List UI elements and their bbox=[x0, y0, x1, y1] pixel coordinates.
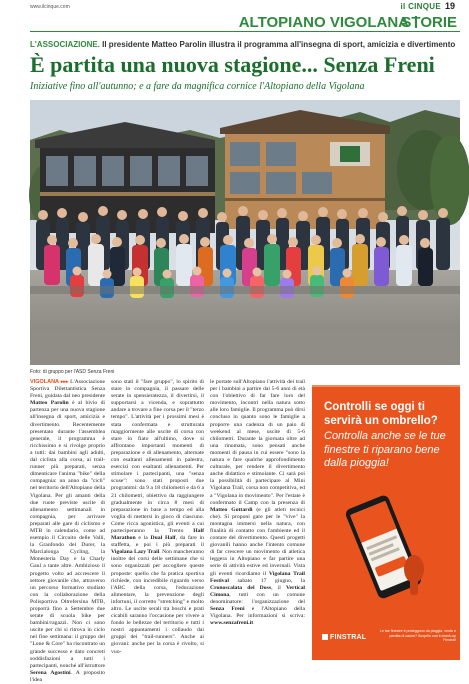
photo-caption: Foto: di gruppo per l'ASD Senza Freni bbox=[30, 369, 115, 375]
section-place: ALTOPIANO VIGOLANA bbox=[238, 14, 409, 31]
brand-name: FINSTRAL bbox=[330, 634, 367, 641]
ad-footer-text: Le tue finestre ti proteggono da pioggia, vento e perdita di calore? Scoprilo con il check-up Finstral! bbox=[379, 629, 456, 642]
group-photo-illustration bbox=[30, 100, 460, 365]
article-column-3 bbox=[210, 379, 305, 665]
ad-subheadline: Controlla anche se le tue finestre ti riparano bene dalla pioggia! bbox=[324, 430, 446, 469]
article-column-2 bbox=[111, 379, 204, 665]
ad-headline: Controlli se oggi ti servirà un ombrello? bbox=[324, 401, 438, 427]
section-header bbox=[195, 13, 469, 30]
article-kicker bbox=[30, 40, 460, 49]
article-text: e la bbox=[135, 535, 151, 542]
article-text: e l'Altopiano della Vigolana. Per informazioni si scriva: bbox=[210, 606, 305, 620]
masthead-logo: il CINQUE bbox=[400, 2, 441, 11]
article-text: , da fare in staffetta, e poi i più preparati il bbox=[111, 535, 204, 549]
article-headline: È partita una nuova stagione... Senza Freni bbox=[30, 52, 435, 77]
article-text: L'Associazione Sportiva Dilettantistica Senza Freni, guidata dal neo presidente bbox=[30, 379, 105, 400]
article-bold-text: Cronoscalata del Doss bbox=[210, 584, 272, 591]
kicker-text: Il presidente Matteo Parolin illustra il programma all'insegna di sport, amicizia e divertimento bbox=[102, 40, 456, 49]
article-bold-text: Vigolana Lazy Trail bbox=[111, 549, 160, 556]
article-bold-text: Half Marathon bbox=[111, 527, 204, 542]
kicker-label: L'ASSOCIAZIONE. bbox=[30, 40, 100, 49]
article-text: . A proposito l'idea bbox=[30, 669, 105, 683]
article-paragraph bbox=[30, 379, 105, 684]
smartphone-illustration bbox=[340, 491, 428, 601]
article-subhead: Iniziative fino all'autunno; e a fare da magnifica cornice l'Altopiano della Vigolana bbox=[30, 81, 365, 92]
article-bold-text: Dual Half bbox=[150, 535, 176, 542]
site-url: www.ilcinque.com bbox=[30, 4, 70, 10]
article-paragraph bbox=[210, 379, 305, 627]
finstral-logo bbox=[322, 634, 366, 641]
section-name: STORIE bbox=[401, 14, 457, 31]
article-text: sono stati il "fare gruppo", lo spirito di stare in compagnia, il passare delle serate in spensieratezza, il divertirsi, il supportarsi a vicenda, e soprattutto andare a trovare a fine corsa per il "terzo tempo". L'attività per i prossimi mesi è stata confermata e strutturata maggiormente alle uscite di corsa con stare in fiato all'ultimo, dove si affrontano importanti momenti di preparazione e di allenamento, alternate con esaltanti allenamenti in palestra, esercizi con esaltanti allenamenti. Per stimolare i partecipanti, una "senza scuse": sono stati proposti due programmi: da 9 a 18 chilometri e da 6 a 21 chilometri, obiettivo da raggiungere gradualmente in circa 8 mesi di preparazione in base a tempo ed alla voglia di mettersi in gioco di ciascuno. Come ricca agonistica, gli eventi a cui parteciperanno la Trento bbox=[111, 379, 204, 534]
article-bold-text: Serena Agostini bbox=[30, 669, 71, 676]
article-contact-link[interactable]: www.senzafreni.it bbox=[210, 620, 254, 627]
article-text: è al bivio di partenza per una nuova stagione all'insegna di sport, amicizia e divertimento. Recentemente presentato durante l'assemblea generale, il programma è ricchissimo e si rivolge proprio a tutti: dai bambini agli adulti, dal ciclista alla corsa, ai trail-runner più preparati, senza dimenticare l'anima "bike" della compagnia: un anno da "cicli" nel territorio dell'Altopiano della Vigolana. Per gli amanti della due ruote previste uscite di allenamento settimanali in compagnia, per arrivare preparati alle gare di ciclismo e MTB in calendario, come ad esempio il Circuito delle Valli, la Granfondo del Durer, la Marcialonga Cycling, la Monesteria Day e la Charly Gaul a tante altre. Ambizioso il progetto volto ad accrescere il settore giovanile che, attraverso un percorso formativo studiato con la collaborazione della Polisportiva Oltrefersina MTB, proporrà fino a Settembre due serate di scuola bike per bambini/ragazzi. Non ci sono uscite per chi si ritrova in ciclo nel fine settimana: il gruppo del "Lone & Core" ha riscontrato un grande successo e dato concreti soddisfazioni a tutti i partecipanti, nonché all'istruttore bbox=[30, 400, 105, 669]
page-number: 19 bbox=[444, 1, 455, 11]
article-bold-text: Vigolana Trail Festival bbox=[210, 570, 305, 584]
article-text: , il bbox=[271, 584, 286, 591]
lead-arrow-icon: ▸▸▸ bbox=[59, 379, 71, 385]
ad-top-strip bbox=[312, 385, 460, 387]
smartphone-icon bbox=[340, 491, 428, 601]
article-lead-label: VIGOLANA bbox=[30, 379, 60, 385]
article-text: le portate sull'Altopiano l'attività dei trail per i bambini a partire dai 5-6 anni di età con l'obiettivo di far fare loro del movimento, incontri nella natura sotto alle loro famiglie. Il programma può dirsi concluso in quanto sono le famiglie a proporre una cadenza di un paio di weekend al mese, uscite di 5-6 chilometri. Durante la giornata oltre ad una rinomata, sono pensati anche momenti di pausa in cui essere "sono la natura e fare qualche approfondimento culturale, per rendere il divertimento anche didattico e stimolante. Ci sarà poi la possibilità di partecipare al Mini Vigolana Trail, corsa non competitiva, ed a "Vigolana in movimento". Per l'estate è confermato il Camp con la presenza di bbox=[210, 379, 305, 506]
article-paragraph bbox=[111, 379, 204, 656]
article-text: (e gli atleti tecnici che). Si proponi gare per le "vive" la montagna immersi nella natura, con finalità di contatto con l'ambiente ed il contare del divertimento. Questi progetti giovanili hanno anche l'intento comune di far crescere un movimento di atletica leggera in Altopiano e far partire una serie di attività estive ed invernali. Vista gli eventi ricordiamo il bbox=[210, 506, 305, 577]
header-rule bbox=[30, 31, 460, 32]
group-photo bbox=[30, 100, 460, 365]
article-bold-text: Matteo Parolin bbox=[30, 400, 69, 407]
article-text: , tutti con un comune denominatore: l'organizzazione del bbox=[210, 591, 305, 605]
article-bold-text: Vertical Cimona bbox=[210, 584, 305, 598]
article-column-1 bbox=[30, 379, 105, 683]
article-bold-text: Senza Freni bbox=[210, 606, 245, 612]
article-bold-text: Matteo Gottardi bbox=[210, 506, 253, 513]
logo-square-icon bbox=[322, 634, 328, 640]
article-text: . Non mancheranno inoltre dei corsi delle settimane che si sono organizzati per accogliere queste proposte: quello che fa pratica sportiva richiede, con incredibile riguardo verso l'ABC della corsa, l'educazione alimentare, la prevenzione degli infortuni, il corretto "stretching" e molto altro. Le uscite serali tra boschi e prati cicabili saranno l'occasione per vivere a fondo le bellezze del territorio e tutti i nostri appuntamenti i collaudo dai gruppi dei "trail-runners". Anche ai giovani: anche per la corsa è rivolto, si vuo- bbox=[111, 549, 204, 655]
article-text: sabato 17 giugno, la bbox=[228, 577, 305, 584]
finstral-advertisement[interactable] bbox=[312, 385, 460, 660]
